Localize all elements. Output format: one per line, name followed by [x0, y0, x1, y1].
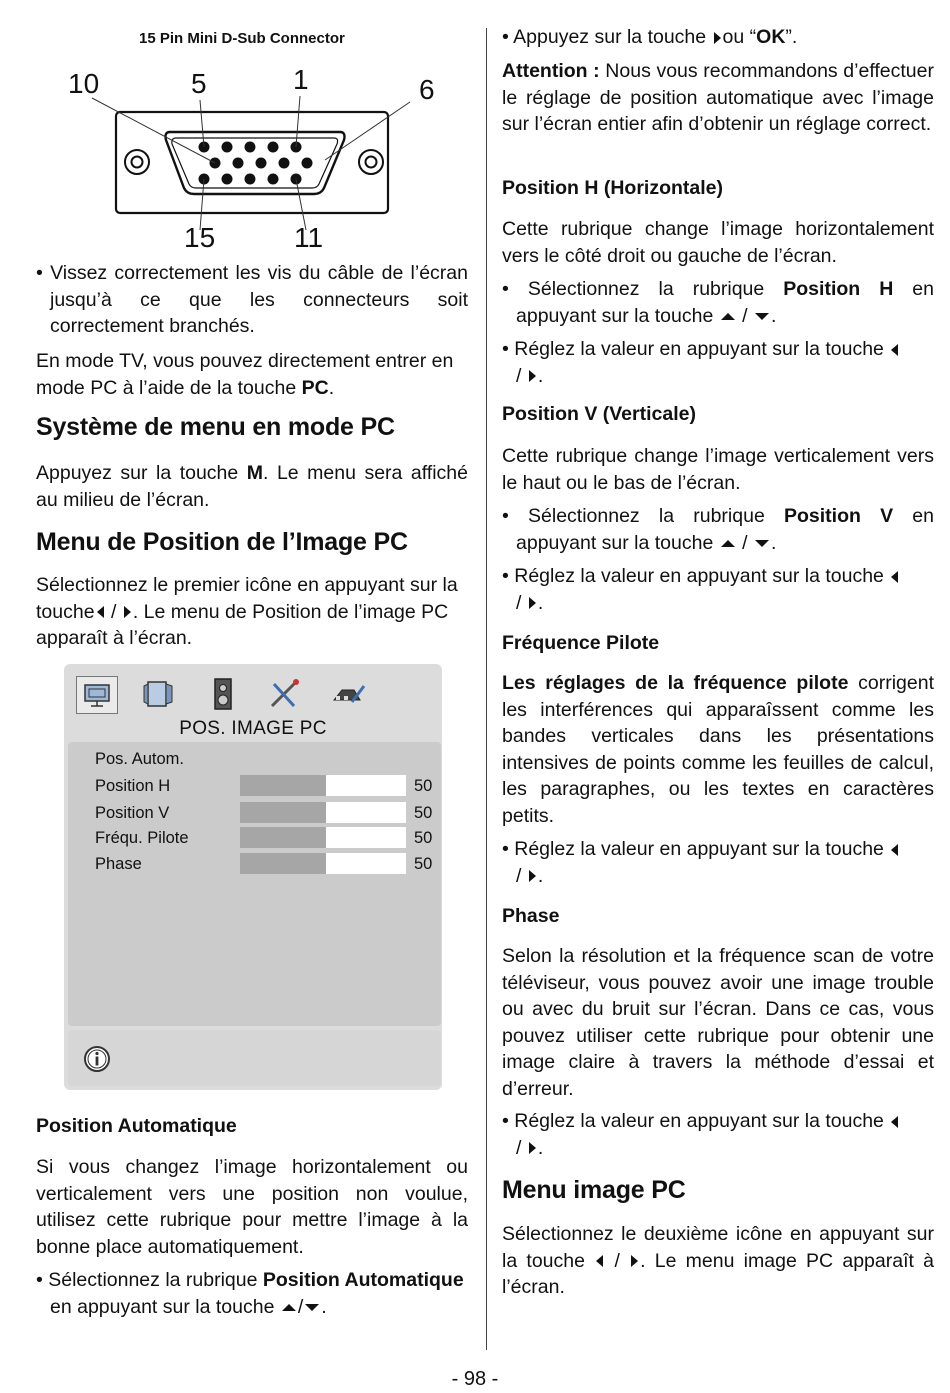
pilot-frequency-adjust-bullet: • Réglez la valeur en appuyant sur la touche / . — [502, 836, 934, 889]
menu-item-position-h[interactable]: Position H — [95, 777, 171, 795]
menu-image-pc-text: Sélectionnez le deuxième icône en appuyant sur la touche / . Le menu image PC apparaît à l’écran. — [502, 1223, 934, 1298]
column-divider — [486, 28, 487, 1350]
arrow-left-icon — [891, 844, 898, 856]
info-icon — [82, 1044, 112, 1074]
position-v-slider[interactable] — [240, 802, 406, 823]
heading-system-menu: Système de menu en mode PC — [36, 413, 395, 441]
screw-instruction: • Vissez correctement les vis du câble de l’écran jusqu’à ce que les connecteurs soit correctement branchés. — [36, 262, 468, 337]
pin-label-10: 10 — [68, 68, 100, 99]
attention-paragraph: Attention : Nous vous recommandons d’effectuer le réglage de position automatique avec l’image sur l’écran entier afin d’obtenir un réglage correct. — [502, 60, 934, 135]
menu-item-phase[interactable]: Phase — [95, 855, 142, 873]
menu-items-panel — [68, 742, 441, 1026]
pin-label-11: 11 — [294, 222, 324, 253]
position-v-adjust-bullet: • Réglez la valeur en appuyant sur la touche / . — [502, 563, 934, 616]
arrow-right-icon — [529, 597, 536, 609]
arrow-up-icon — [282, 1304, 296, 1311]
arrow-left-icon — [891, 344, 898, 356]
position-h-select-bullet: • Sélectionnez la rubrique Position H en appuyant sur la touche / . — [502, 278, 934, 327]
select-first-icon-paragraph: Sélectionnez le premier icône en appuyant sur la touche / . Le menu de Position de l’image PC apparaît à l’écran. — [36, 574, 458, 649]
auto-position-bullet: • Sélectionnez la rubrique Position Automatique en appuyant sur la touche / . — [36, 1269, 464, 1318]
position-v-value: 50 — [414, 804, 433, 822]
phase-adjust-bullet: • Réglez la valeur en appuyant sur la touche / . — [502, 1108, 934, 1161]
speaker-icon[interactable] — [203, 676, 243, 714]
phase-value: 50 — [414, 855, 433, 873]
arrow-right-icon — [529, 870, 536, 882]
arrow-left-icon — [596, 1255, 603, 1267]
position-v-text: Cette rubrique change l’image verticalement vers le haut ou le bas de l’écran. — [502, 445, 934, 494]
menu-item-auto-position[interactable]: Pos. Autom. — [95, 750, 184, 768]
tv-mode-paragraph: En mode TV, vous pouvez directement entrer en mode PC à l’aide de la touche PC. — [36, 350, 454, 399]
menu-item-position-v[interactable]: Position V — [95, 804, 170, 822]
press-ok-bullet: • Appuyez sur la touche ou “OK”. — [502, 26, 798, 48]
vga-connector-diagram — [60, 60, 420, 260]
settings-icon[interactable] — [328, 676, 368, 714]
heading-position-menu: Menu de Position de l’Image PC — [36, 528, 408, 556]
arrow-right-icon — [124, 606, 131, 618]
pilot-frequency-text: Les réglages de la fréquence pilote corrigent les interférences qui apparaîssent comme les bandes verticales dans les présentations intensives de points comme les feuilles de calcul, les paragraphes, ou les textes en caractères petits. — [502, 672, 934, 827]
pos-image-pc-menu — [64, 664, 442, 1090]
monitor-icon[interactable] — [76, 676, 118, 714]
menu-item-pilot-frequency[interactable]: Fréqu. Pilote — [95, 829, 189, 847]
arrow-right-icon — [631, 1255, 638, 1267]
tools-icon[interactable] — [264, 676, 304, 714]
heading-phase: Phase — [502, 905, 560, 927]
menu-title: POS. IMAGE PC — [179, 718, 327, 739]
heading-position-v: Position V (Verticale) — [502, 403, 696, 425]
page-number: - 98 - — [451, 1368, 499, 1390]
menu-icon-bar — [76, 672, 436, 718]
arrow-right-icon — [529, 370, 536, 382]
arrow-up-icon — [721, 540, 735, 547]
heading-auto-position: Position Automatique — [36, 1115, 237, 1137]
picture-frame-icon[interactable] — [138, 676, 178, 714]
menu-info-bar — [68, 1030, 441, 1086]
position-v-select-bullet: • Sélectionnez la rubrique Position V en appuyant sur la touche / . — [502, 505, 934, 554]
position-h-slider[interactable] — [240, 775, 406, 796]
position-h-adjust-bullet: • Réglez la valeur en appuyant sur la touche / . — [502, 336, 934, 389]
pin-label-15: 15 — [184, 222, 216, 253]
pilot-frequency-value: 50 — [414, 829, 433, 847]
arrow-right-icon — [529, 1142, 536, 1154]
connector-title: 15 Pin Mini D-Sub Connector — [139, 30, 345, 47]
arrow-right-icon — [714, 32, 721, 44]
press-m-paragraph: Appuyez sur la touche M. Le menu sera affiché au milieu de l’écran. — [36, 462, 468, 511]
heading-position-h: Position H (Horizontale) — [502, 177, 723, 199]
arrow-left-icon — [891, 1116, 898, 1128]
arrow-left-icon — [891, 571, 898, 583]
arrow-down-icon — [755, 313, 769, 320]
arrow-down-icon — [755, 540, 769, 547]
pilot-frequency-slider[interactable] — [240, 827, 406, 848]
position-h-text: Cette rubrique change l’image horizontalement vers le côté droit ou gauche de l’écran. — [502, 218, 934, 267]
phase-slider[interactable] — [240, 853, 406, 874]
arrow-left-icon — [97, 606, 104, 618]
pin-label-5: 5 — [191, 68, 207, 99]
arrow-down-icon — [305, 1304, 319, 1311]
heading-menu-image-pc: Menu image PC — [502, 1176, 686, 1204]
pin-label-1: 1 — [293, 64, 309, 95]
phase-text: Selon la résolution et la fréquence scan de votre téléviseur, vous pouvez avoir une image trouble ou avec du bruit sur l’écran. Dans ce cas, vous pouvez utiliser cette rubrique pour obtenir une image claire à travers la méthode d’essai et d’erreur. — [502, 945, 934, 1100]
arrow-up-icon — [721, 313, 735, 320]
auto-position-text: Si vous changez l’image horizontalement ou verticalement vers une position non voulue, utilisez cette rubrique pour mettre l’image à la bonne place automatiquement. — [36, 1156, 468, 1258]
heading-pilot-frequency: Fréquence Pilote — [502, 632, 660, 654]
pin-label-6: 6 — [419, 74, 435, 105]
position-h-value: 50 — [414, 777, 433, 795]
